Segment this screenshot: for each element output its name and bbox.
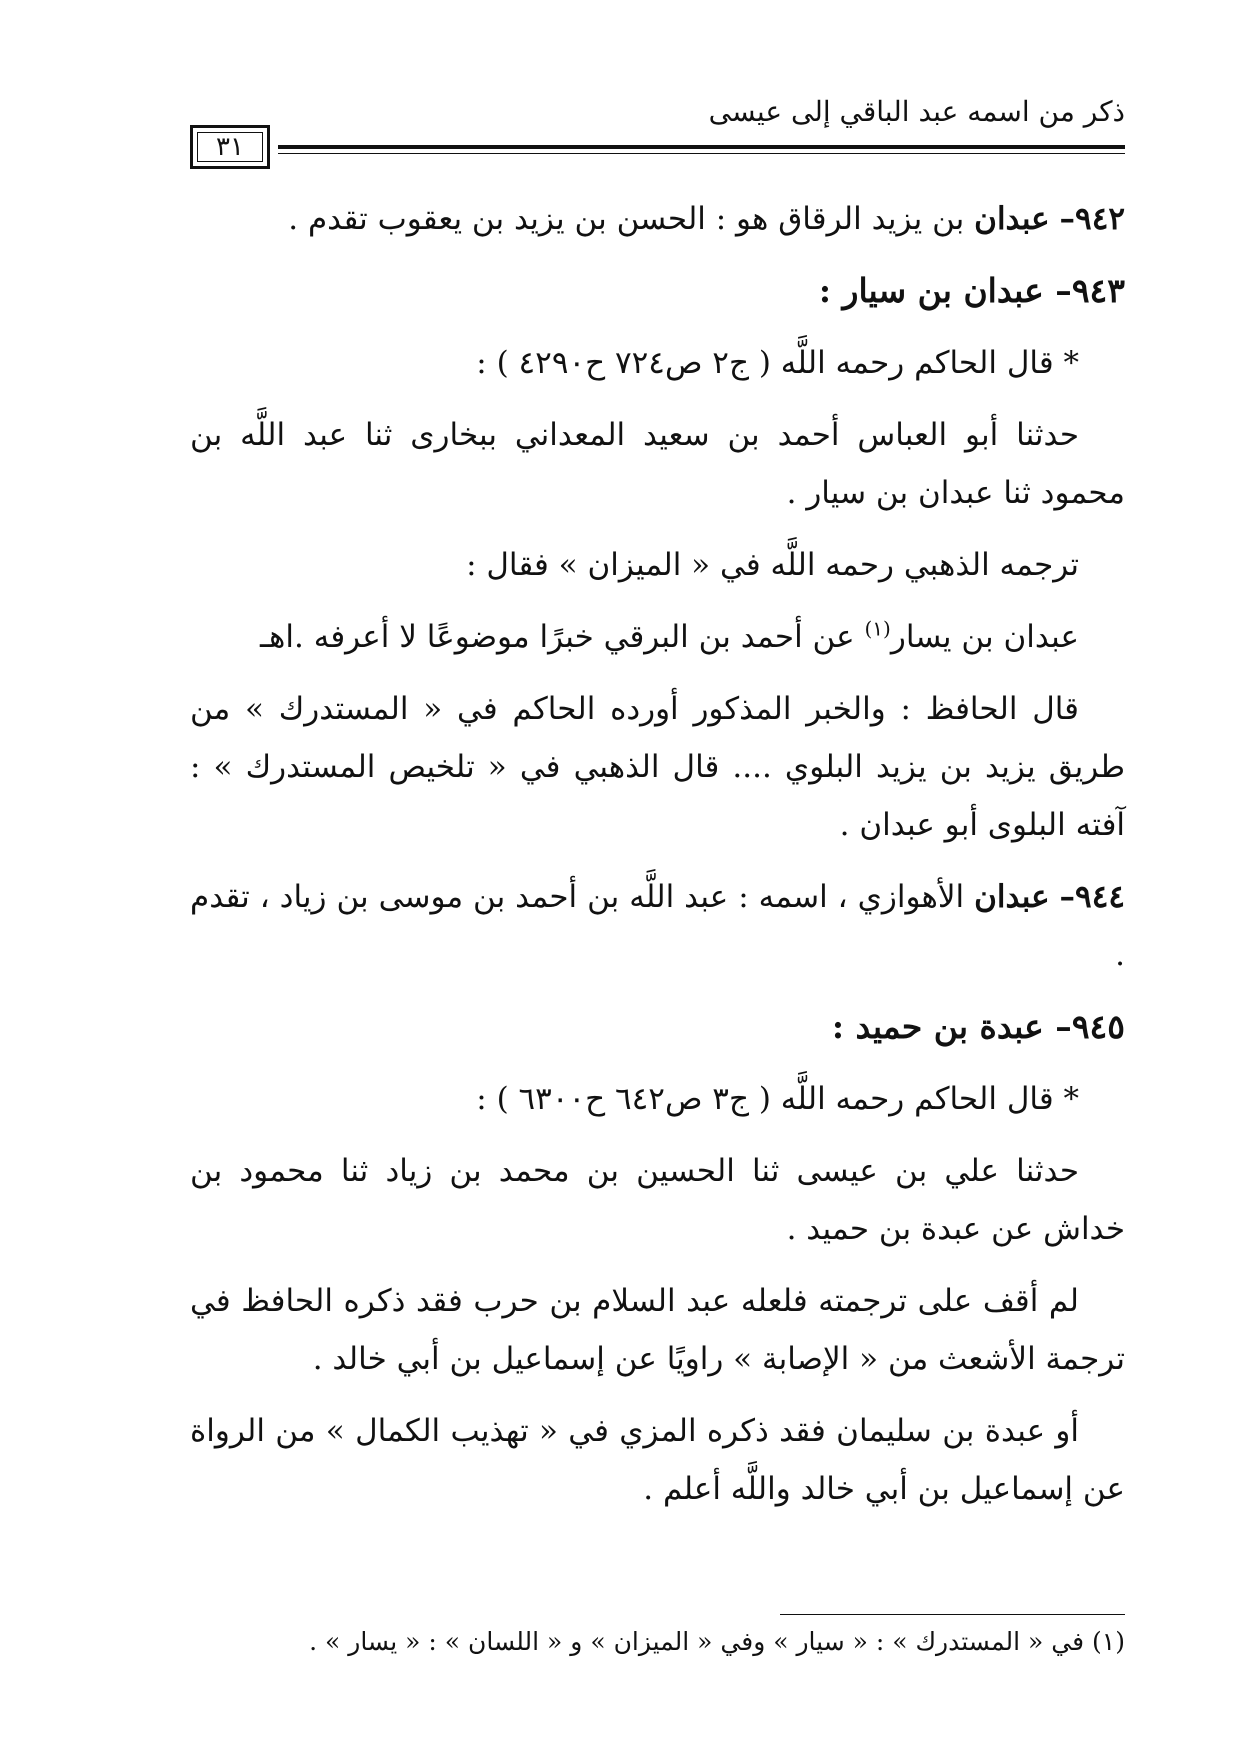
entry-943-isnad: حدثنا أبو العباس أحمد بن سعيد المعداني ببخارى ثنا عبد اللَّه بن محمود ثنا عبدان بن سيار . bbox=[190, 417, 1125, 511]
entry-942 bbox=[190, 190, 1125, 248]
entry-945-heading: ٩٤٥– عبدة بن حميد : bbox=[831, 1007, 1125, 1046]
entry-number: ٩٤٢– bbox=[1059, 201, 1125, 237]
entry-number: ٩٤٤– bbox=[1059, 879, 1125, 915]
entry-944 bbox=[190, 868, 1125, 984]
page-number: ٣١ bbox=[216, 132, 244, 162]
main-text bbox=[190, 190, 1125, 1532]
entry-943-dhahabi-intro: ترجمه الذهبي رحمه اللَّه في « الميزان » فقال : bbox=[466, 547, 1079, 583]
entry-945-comment-1: لم أقف على ترجمته فلعله عبد السلام بن حرب فقد ذكره الحافظ في ترجمة الأشعث من « الإصابة » راويًا عن إسماعيل بن أبي خالد . bbox=[190, 1283, 1125, 1377]
quote-text-end: عن أحمد بن البرقي خبرًا موضوعًا لا أعرفه .اهـ bbox=[259, 619, 865, 655]
entry-945-source: * قال الحاكم رحمه اللَّه ( ج٣ ص٦٤٢ ح٦٣٠٠ ) : bbox=[476, 1081, 1079, 1117]
quote-text-start: عبدان بن يسار bbox=[890, 619, 1079, 655]
entry-945-comment-2: أو عبدة بن سليمان فقد ذكره المزي في « تهذيب الكمال » من الرواة عن إسماعيل بن أبي خالد واللَّه أعلم . bbox=[190, 1413, 1125, 1507]
entry-name: عبدان bbox=[974, 201, 1050, 237]
entry-943-hafiz: قال الحافظ : والخبر المذكور أورده الحاكم في « المستدرك » من طريق يزيد بن يزيد البلوي .... قال الذهبي في « تلخيص المستدرك » : آفته البلوى أبو عبدان . bbox=[190, 691, 1125, 843]
entry-text: الأهوازي ، اسمه : عبد اللَّه بن أحمد بن موسى بن زياد ، تقدم . bbox=[190, 879, 1125, 973]
header-title: ذكر من اسمه عبد الباقي إلى عيسى bbox=[708, 95, 1125, 128]
footnote-ref[interactable]: (١) bbox=[864, 616, 891, 641]
running-header bbox=[190, 95, 1125, 175]
entry-name: عبدان bbox=[974, 879, 1050, 915]
page-number-box bbox=[190, 125, 270, 169]
entry-text: بن يزيد الرقاق هو : الحسن بن يزيد بن يعقوب تقدم . bbox=[288, 201, 965, 237]
footnote-separator bbox=[780, 1614, 1125, 1615]
entry-943-heading: ٩٤٣– عبدان بن سيار : bbox=[818, 271, 1125, 310]
header-rule-thin bbox=[278, 153, 1125, 154]
entry-943-source: * قال الحاكم رحمه اللَّه ( ج٢ ص٧٢٤ ح٤٢٩٠ ) : bbox=[476, 345, 1079, 381]
entry-943-dhahabi-quote bbox=[190, 608, 1125, 666]
header-rule-thick bbox=[278, 145, 1125, 149]
footnote: (١) في « المستدرك » : « سيار » وفي « الميزان » و « اللسان » : « يسار » . bbox=[309, 1627, 1125, 1656]
page-number-inner-frame bbox=[197, 132, 263, 162]
entry-945-isnad: حدثنا علي بن عيسى ثنا الحسين بن محمد بن زياد ثنا محمود بن خداش عن عبدة بن حميد . bbox=[190, 1153, 1125, 1247]
